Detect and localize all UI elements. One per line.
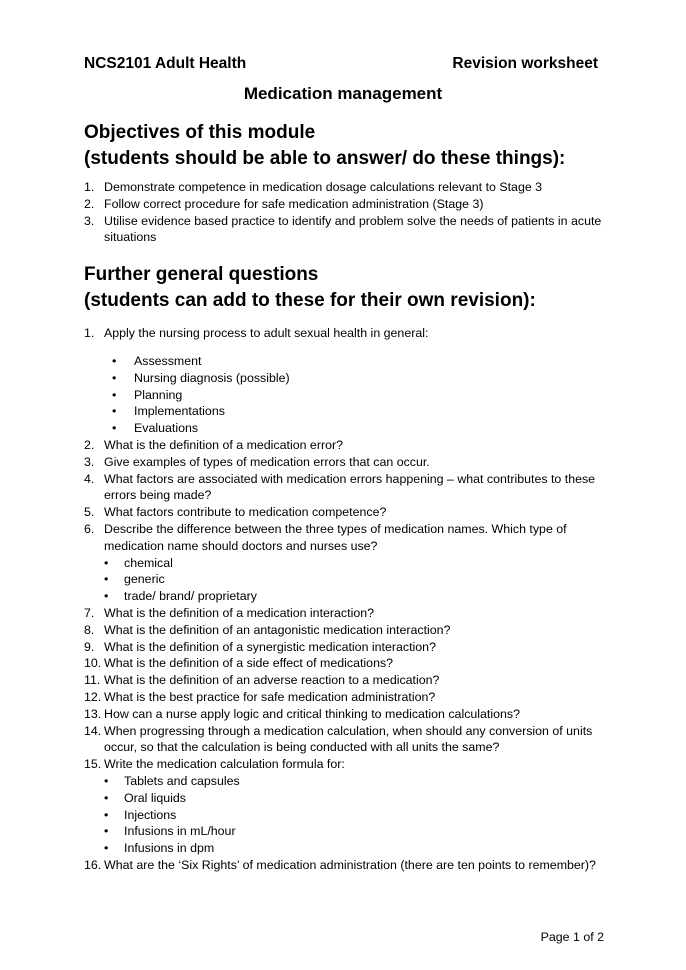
item-text: How can a nurse apply logic and critical thinking to medication calculations?: [104, 706, 520, 721]
item-text: What is the definition of a synergistic medication interaction?: [104, 639, 436, 654]
objectives-list: [84, 179, 604, 246]
questions-heading-line2: (students can add to these for their own revision):: [84, 290, 536, 311]
bullet-item: [104, 790, 604, 807]
item-number: 5.: [84, 505, 95, 520]
bullet-text: Tablets and capsules: [124, 773, 240, 788]
bullet-dot-icon: •: [104, 790, 109, 805]
item-number: 2.: [84, 196, 95, 211]
bullet-item: [104, 807, 604, 824]
bullet-item: [104, 555, 604, 572]
objective-item: [84, 179, 604, 196]
bullet-item: [112, 353, 604, 370]
question-item: [84, 605, 604, 622]
item-number: 9.: [84, 639, 95, 654]
item-text: Demonstrate competence in medication dosage calculations relevant to Stage 3: [104, 180, 543, 194]
bullet-text: generic: [124, 572, 165, 587]
item-text: Give examples of types of medication errors that can occur.: [104, 454, 430, 469]
item-number: 3.: [84, 454, 95, 469]
question-subitems: [84, 353, 604, 437]
item-text: What are the ‘Six Rights’ of medication administration (there are ten points to remember)?: [104, 857, 596, 872]
item-text: Describe the difference between the three types of medication names. Which type of medication name should doctors and nurses use?: [104, 521, 567, 553]
document-title: Medication management: [243, 84, 443, 103]
item-text: When progressing through a medication calculation, when should any conversion of units occur, so that the calculation is being conducted with all units the same?: [104, 723, 593, 755]
bullet-dot-icon: •: [112, 421, 117, 436]
objectives-heading-line2: (students should be able to answer/ do these things):: [84, 148, 566, 169]
bullet-dot-icon: •: [104, 773, 109, 788]
item-number: 14.: [84, 723, 102, 738]
item-text: What factors contribute to medication competence?: [104, 505, 387, 520]
item-text: What factors are associated with medication errors happening – what contributes to these errors being made?: [104, 471, 596, 503]
bullet-item: [104, 571, 604, 588]
objectives-heading-line1: Objectives of this module: [84, 122, 316, 143]
item-text: What is the definition of an adverse reaction to a medication?: [104, 673, 440, 688]
bullet-dot-icon: •: [112, 354, 117, 368]
bullet-item: [104, 588, 604, 605]
formula-bullets: [104, 773, 604, 857]
bullet-text: Assessment: [134, 354, 202, 368]
bullet-item: [104, 823, 604, 840]
bullet-item: [112, 403, 604, 420]
bullet-dot-icon: •: [112, 404, 117, 419]
question-item: [84, 857, 604, 874]
bullet-dot-icon: •: [112, 387, 117, 402]
item-number: 4.: [84, 471, 95, 486]
bullet-item: [112, 370, 604, 387]
questions-list-continued: [84, 353, 604, 874]
bullet-text: chemical: [124, 555, 173, 570]
bullet-text: Nursing diagnosis (possible): [134, 370, 290, 385]
item-number: 11.: [84, 673, 101, 688]
item-text: What is the definition of a side effect of medications?: [104, 656, 394, 671]
item-number: 13.: [84, 706, 102, 721]
document-type: Revision worksheet: [452, 55, 598, 72]
question-item: [84, 454, 604, 471]
bullet-text: Planning: [134, 387, 183, 402]
objectives-heading: [84, 120, 565, 172]
question-item: [84, 504, 604, 521]
bullet-dot-icon: •: [104, 572, 109, 587]
item-text: What is the definition of an antagonistic medication interaction?: [104, 622, 451, 637]
bullet-item: [112, 420, 604, 437]
medication-name-bullets: [104, 555, 604, 605]
bullet-text: Infusions in mL/hour: [124, 824, 236, 839]
item-text: What is the definition of a medication interaction?: [104, 605, 374, 620]
item-number: 7.: [84, 605, 95, 620]
question-item: [84, 689, 604, 706]
question-item: [84, 672, 604, 689]
bullet-text: Implementations: [134, 404, 225, 419]
bullet-dot-icon: •: [104, 555, 109, 570]
item-text: Follow correct procedure for safe medication administration (Stage 3): [104, 196, 484, 211]
item-number: 8.: [84, 622, 95, 637]
bullet-text: Oral liquids: [124, 790, 186, 805]
bullet-text: Infusions in dpm: [124, 841, 215, 856]
bullet-dot-icon: •: [104, 841, 109, 856]
question-item: [84, 655, 604, 672]
page-number: Page 1 of 2: [540, 930, 604, 944]
bullet-text: trade/ brand/ proprietary: [124, 589, 257, 604]
bullet-item: [104, 840, 604, 857]
objective-item: [84, 213, 604, 247]
item-number: 1.: [84, 180, 95, 194]
questions-heading: [84, 262, 536, 314]
question-item: [84, 437, 604, 454]
item-number: 15.: [84, 757, 102, 772]
questions-heading-line1: Further general questions: [84, 264, 319, 285]
bullet-dot-icon: •: [112, 370, 117, 385]
bullet-item: [104, 773, 604, 790]
bullet-dot-icon: •: [104, 824, 109, 839]
nursing-process-bullets: [84, 353, 604, 437]
item-number: 3.: [84, 213, 95, 228]
item-number: 12.: [84, 689, 102, 704]
question-item: [84, 756, 604, 857]
course-code: NCS2101 Adult Health: [84, 55, 247, 72]
item-text: Apply the nursing process to adult sexual health in general:: [104, 326, 429, 340]
bullet-dot-icon: •: [104, 589, 109, 604]
item-number: 6.: [84, 521, 95, 536]
item-number: 16.: [84, 857, 102, 872]
item-number: 10.: [84, 656, 102, 671]
bullet-text: Injections: [124, 807, 177, 822]
item-number: 2.: [84, 437, 95, 452]
question-item: [84, 706, 604, 723]
item-text: Write the medication calculation formula for:: [104, 757, 345, 772]
question-item: [84, 622, 604, 639]
question-item: [84, 723, 604, 757]
question-item: [84, 471, 604, 505]
item-text: What is the best practice for safe medication administration?: [104, 689, 436, 704]
objective-item: [84, 196, 604, 213]
item-text: What is the definition of a medication error?: [104, 437, 343, 452]
question-item: [84, 639, 604, 656]
bullet-dot-icon: •: [104, 807, 109, 822]
item-text: Utilise evidence based practice to identify and problem solve the needs of patients in acute situations: [104, 213, 602, 245]
bullet-item: [112, 387, 604, 404]
questions-list: [84, 325, 604, 342]
question-item: [84, 521, 604, 605]
question-item: [84, 325, 604, 342]
item-number: 1.: [84, 326, 95, 340]
bullet-text: Evaluations: [134, 421, 199, 436]
